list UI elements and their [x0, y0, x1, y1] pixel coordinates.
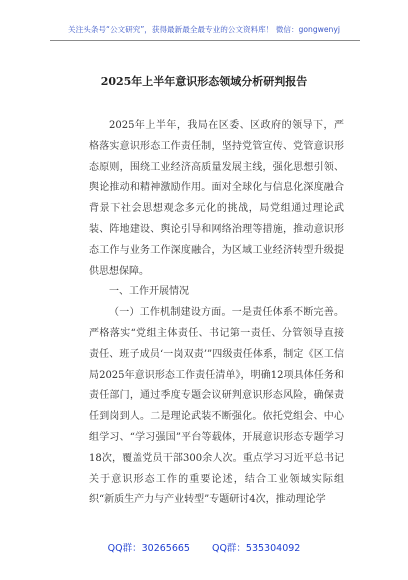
section-heading: 一、工作开展情况 [109, 286, 189, 298]
footer-qq-group-1: QQ群：30265665 [107, 543, 190, 554]
paragraph-intro: 2025年上半年，我局在区委、区政府的领导下，严格落实意识形态工作责任制，坚持党管宣传、党管意识形态原则，围绕工业经济高质量发展主线，强化思想引领、舆论推动和精神激励作用。面对全球化与信息化深度融合背景下社会思想观念多元化的挑战，局党组通过理论武装、阵地建设、舆论引导和网络治理等措施，推动意识形态工作与业务工作深度融合，为区域工业经济转型升级提供思想保障。 [89, 120, 344, 277]
header-banner: 关注头条号“公文研究”，获得最新最全最专业的公文资料库！ 微信：gongwenyj [68, 25, 340, 34]
footer-qq-group-2: QQ群：535304092 [211, 543, 301, 554]
footer-contact [0, 540, 408, 554]
document-title: 2025年上半年意识形态领域分析研判报告 [100, 75, 308, 88]
paragraph-work-mechanism: （一）工作机制建设方面。一是责任体系不断完善。严格落实“党组主体责任、书记第一责任、分管领导直接责任、班子成员‘一岗双责’”四级责任体系，制定《区工信局2025年意识形态工作责任清单》，明确12项具体任务和责任部门，通过季度专题会议研判意识形态风险，确保责任到岗到人。二是理论武装不断强化。依托党组会、中心组学习、“学习强国”平台等载体，开展意识形态专题学习18次，覆盖党员干部300余人次。重点学习习近平总书记关于意识形态工作的重要论述，结合工业领域实际组织“新质生产力与产业转型”专题研讨4次，推动理论学 [89, 307, 344, 506]
document-body [89, 116, 344, 511]
header-divider [50, 40, 360, 41]
